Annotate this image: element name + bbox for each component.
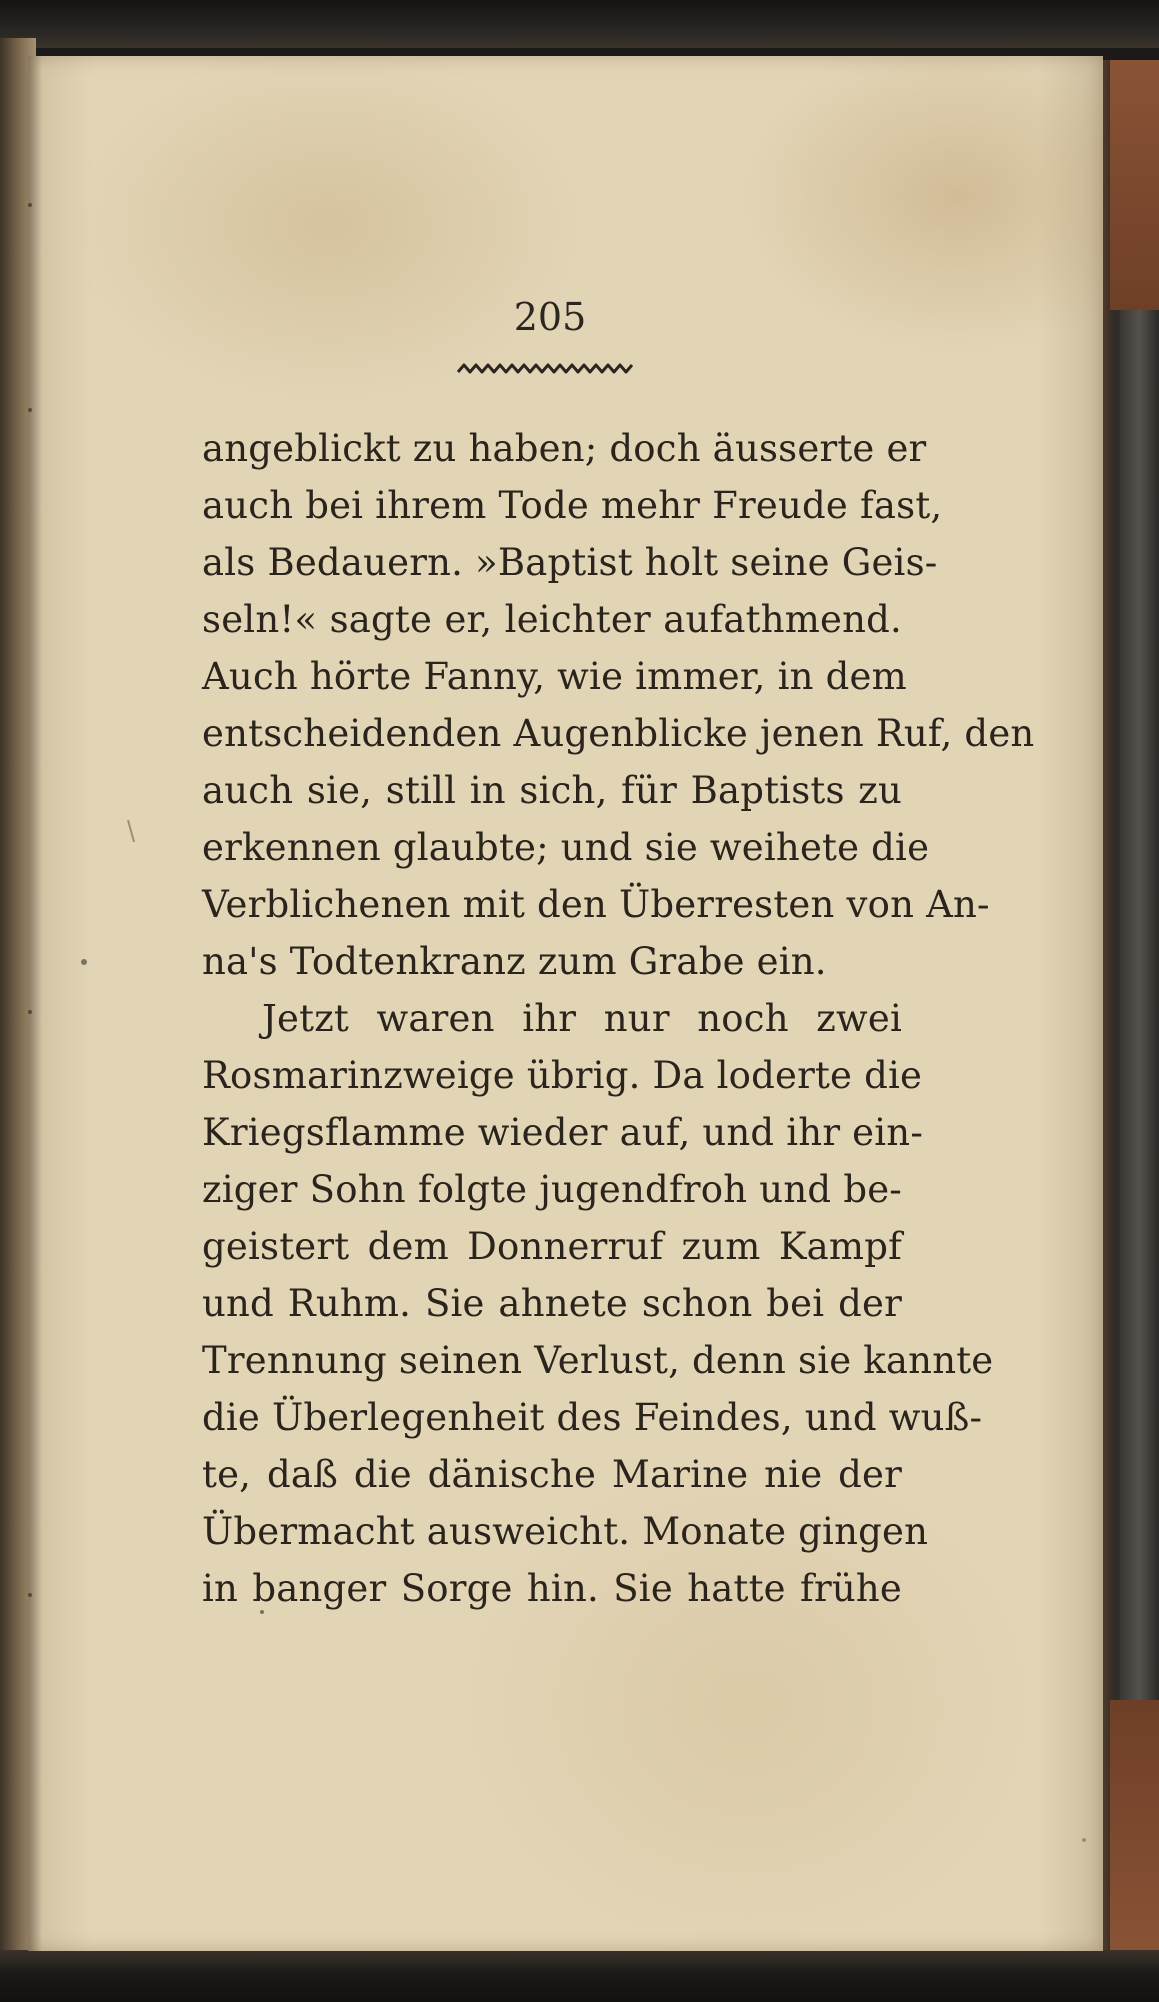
text-line: in banger Sorge hin. Sie hatte frühe	[202, 1567, 902, 1610]
text-line: als Bedauern. »Baptist holt seine Geis-	[202, 541, 938, 584]
body-text	[202, 420, 1035, 1617]
text-line: seln!« sagte er, leichter aufathmend.	[202, 598, 902, 641]
text-line: angeblickt zu haben; doch äusserte er	[202, 427, 927, 470]
text-line: ziger Sohn folgte jugendfroh und be-	[202, 1168, 902, 1211]
leather-corner-bottom	[1110, 1700, 1159, 1960]
text-line: und Ruhm. Sie ahnete schon bei der	[202, 1282, 902, 1325]
text-line: Kriegsflamme wieder auf, und ihr ein-	[202, 1111, 924, 1154]
text-line: Übermacht ausweicht. Monate gingen	[202, 1510, 929, 1553]
text-line-paragraph-start: Jetzt waren ihr nur noch zwei	[262, 997, 902, 1040]
text-line: entscheidenden Augenblicke jenen Ruf, den	[202, 712, 1035, 755]
text-line: die Überlegenheit des Feindes, und wuß-	[202, 1396, 983, 1439]
book-bottom-edge	[0, 1950, 1159, 2002]
text-line: Verblichenen mit den Überresten von An-	[202, 883, 990, 926]
right-cover-cloth	[1120, 300, 1159, 1700]
leather-corner-top	[1110, 60, 1159, 310]
book-top-edge	[0, 0, 1159, 48]
text-line: erkennen glaubte; und sie weihete die	[202, 826, 930, 869]
text-line: Trennung seinen Verlust, denn sie kannte	[202, 1339, 994, 1382]
text-line: auch sie, still in sich, für Baptists zu	[202, 769, 902, 812]
text-line: te, daß die dänische Marine nie der	[202, 1453, 902, 1496]
text-line: Auch hörte Fanny, wie immer, in dem	[202, 655, 907, 698]
page-number: 205	[513, 295, 587, 339]
text-line: Rosmarinzweige übrig. Da loderte die	[202, 1054, 923, 1097]
text-line: na's Todtenkranz zum Grabe ein.	[202, 940, 827, 983]
text-line: auch bei ihrem Tode mehr Freude fast,	[202, 484, 943, 527]
wavy-rule-ornament	[456, 360, 636, 378]
text-line: geistert dem Donnerruf zum Kampf	[202, 1225, 902, 1268]
gutter-shadow	[28, 56, 42, 1951]
